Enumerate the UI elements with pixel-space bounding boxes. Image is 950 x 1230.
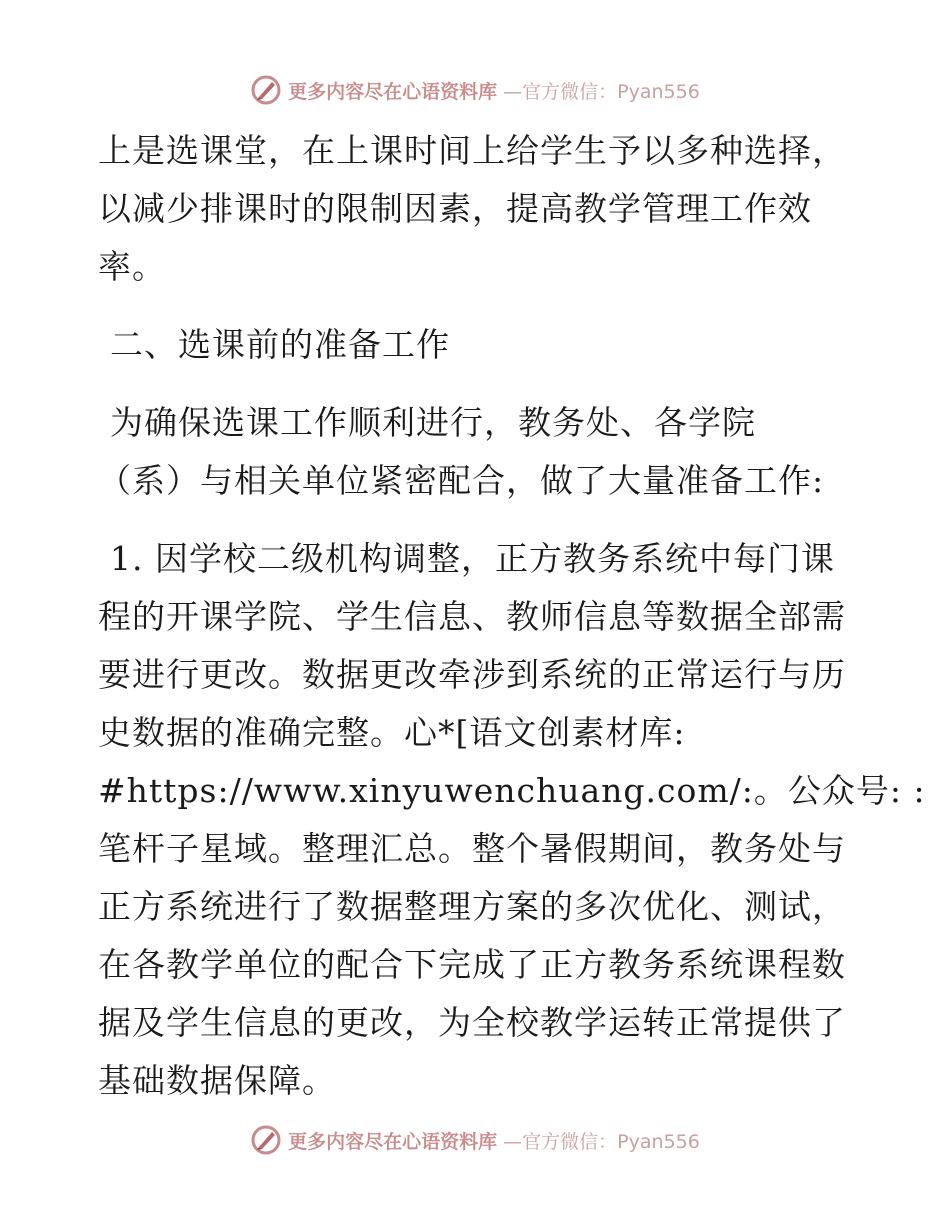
paragraph-line: 上是选课堂，在上课时间上给学生予以多种选择， — [98, 131, 846, 170]
document-body — [98, 122, 926, 1110]
paragraph-line: 率。 — [98, 247, 166, 286]
paragraph-line: 1. 因学校二级机构调整，正方教务系统中每门课 — [110, 539, 835, 578]
paragraph-line: 以减少排课时的限制因素，提高教学管理工作效 — [98, 189, 812, 228]
pen-logo-icon — [250, 1124, 282, 1156]
paragraph-line: #https://www.xinyuwenchuang.com/:。公众号: : — [98, 771, 926, 810]
section-heading: 二、选课前的准备工作 — [110, 325, 450, 364]
paragraph-line: 在各教学单位的配合下完成了正方教务系统课程数 — [98, 945, 846, 984]
paragraph-line: 史数据的准确完整。心*[语文创素材库: — [98, 713, 686, 752]
pen-logo-icon — [250, 74, 282, 106]
watermark-footer — [0, 1120, 950, 1160]
paragraph-line: 据及学生信息的更改，为全校教学运转正常提供了 — [98, 1003, 846, 1042]
watermark-main-text: 更多内容尽在心语资料库 — [288, 1130, 498, 1153]
paragraph-line: （系）与相关单位紧密配合，做了大量准备工作: — [98, 461, 825, 500]
paragraph-line: 为确保选课工作顺利进行，教务处、各学院 — [110, 403, 756, 442]
watermark-sub-text: —官方微信：Pyan556 — [503, 1130, 700, 1153]
watermark-main-text: 更多内容尽在心语资料库 — [288, 80, 498, 103]
paragraph-line: 程的开课学院、学生信息、教师信息等数据全部需 — [98, 597, 846, 636]
watermark-sub-text: —官方微信：Pyan556 — [503, 80, 700, 103]
watermark-header — [0, 70, 950, 110]
paragraph-line: 正方系统进行了数据整理方案的多次优化、测试， — [98, 887, 846, 926]
paragraph-line: 笔杆子星域。整理汇总。整个暑假期间，教务处与 — [98, 829, 846, 868]
paragraph-line: 基础数据保障。 — [98, 1061, 336, 1100]
paragraph-line: 要进行更改。数据更改牵涉到系统的正常运行与历 — [98, 655, 846, 694]
